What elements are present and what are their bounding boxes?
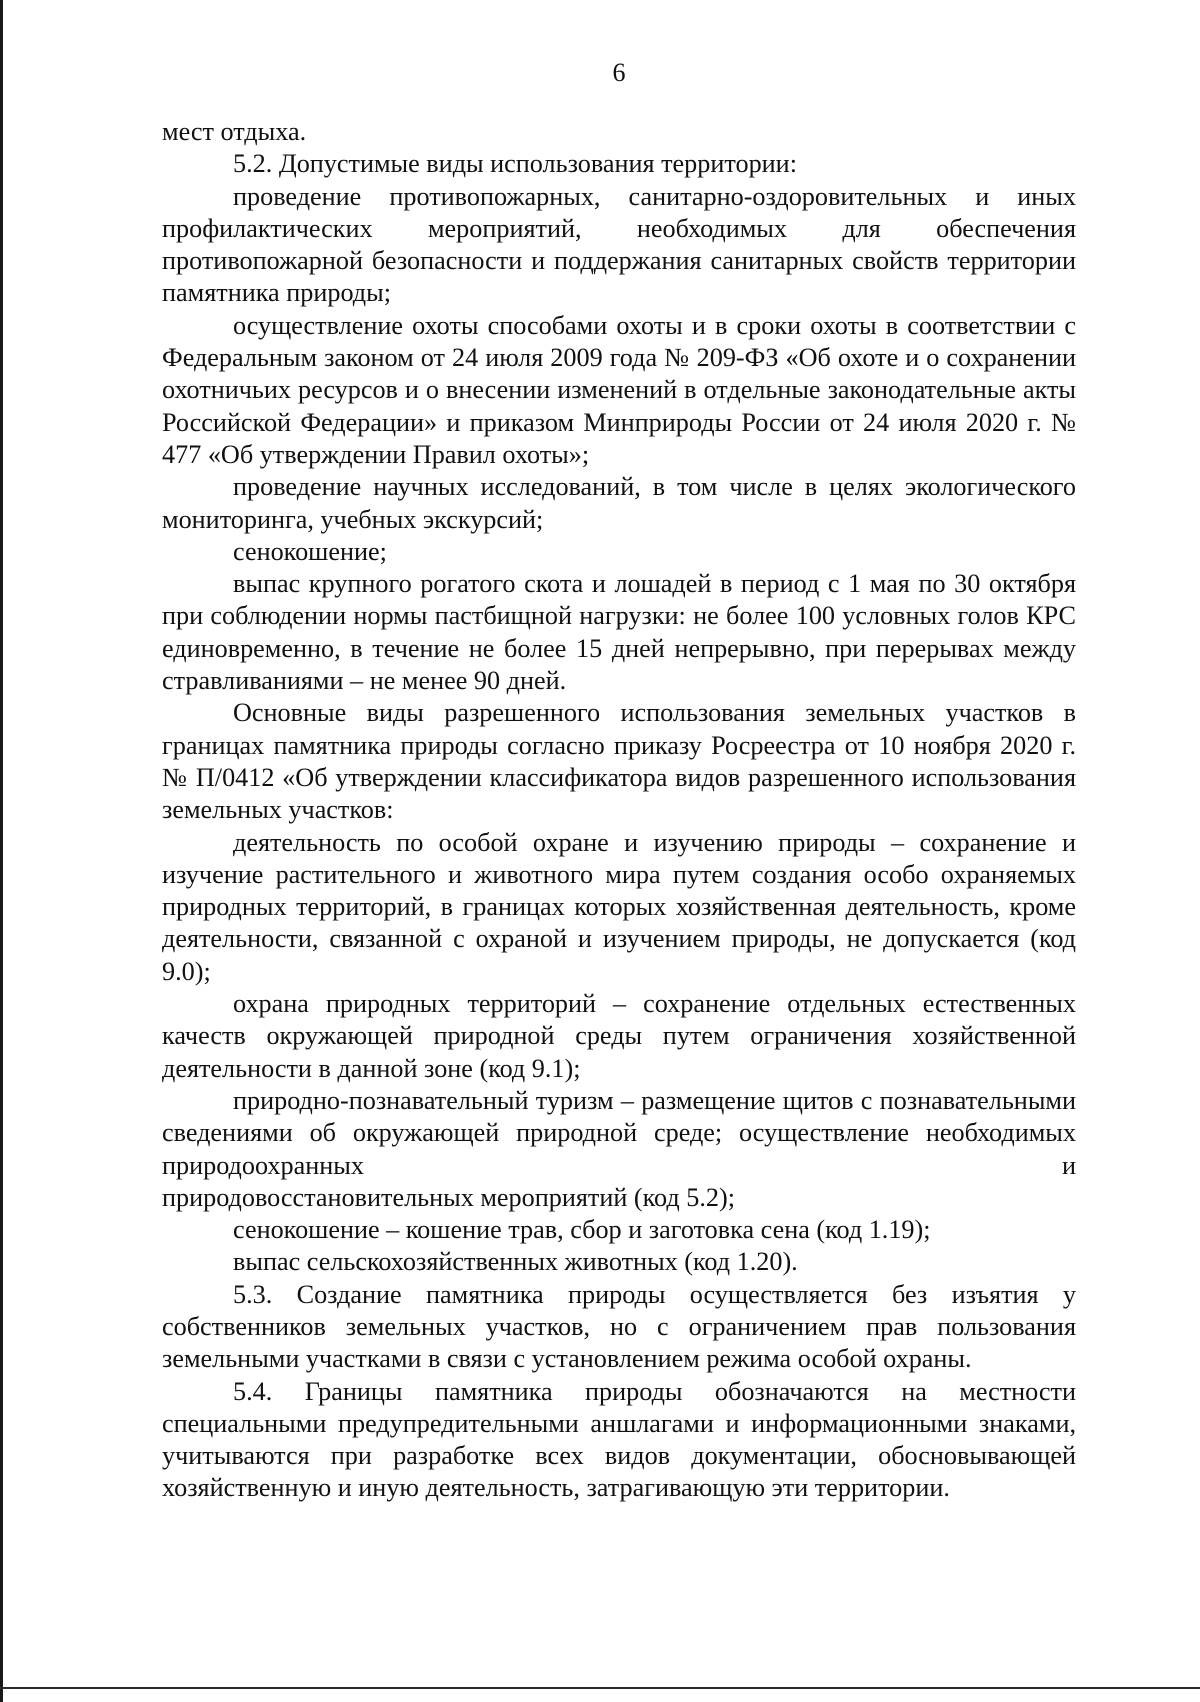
paragraph-10: охрана природных территорий – сохранение отдельных естественных качеств окружающей природной среды путем ограничения хозяйственной деятельности в данной зоне (код 9.1);: [162, 989, 1076, 1083]
paragraph-9: деятельность по особой охране и изучению природы – сохранение и изучение растительного и животного мира путем создания особо охраняемых природных территорий, в границах которых хозяйственная деятельность, кроме деятельности, связанной с охраной и изучением природы, не допускается (код 9.0);: [162, 827, 1076, 986]
paragraph-3: проведение противопожарных, санитарно-оздоровительных и иных профилактических мероприятий, необходимых для обеспечения противопожарной безопасности и поддержания санитарных свойств территории памятника природы;: [162, 181, 1076, 308]
paragraph-11-continued: природовосстановительных мероприятий (код 5.2);: [162, 1182, 735, 1212]
scan-left-edge: [0, 0, 3, 1702]
document-body: [162, 116, 1076, 1505]
paragraph-7: выпас крупного рогатого скота и лошадей в период с 1 мая по 30 октября при соблюдении нормы пастбищной нагрузки: не более 100 условных голов КРС единовременно, в течение не более 15 дней непрерывно, при перерывах между стравливаниями – не менее 90 дней.: [162, 569, 1076, 696]
paragraph-1: мест отдыха.: [162, 117, 307, 146]
scan-bottom-edge: [0, 1687, 1200, 1689]
paragraph-5: проведение научных исследований, в том числе в целях экологического мониторинга, учебных экскурсий;: [162, 472, 1076, 534]
paragraph-13: выпас сельскохозяйственных животных (код 1.20).: [233, 1247, 798, 1277]
paragraph-12: сенокошение – кошение трав, сбор и заготовка сена (код 1.19);: [233, 1215, 931, 1245]
paragraph-8: Основные виды разрешенного использования земельных участков в границах памятника природы согласно приказу Росреестра от 10 ноября 2020 г. № П/0412 «Об утверждении классификатора видов разрешенного использования земельных участков:: [162, 698, 1076, 825]
paragraph-6: сенокошение;: [233, 536, 387, 566]
paragraph-11: природно-познавательный туризм – размещение щитов с познавательными сведениями об окружающей природной среде; осуществление необходимых природоохранных и: [162, 1085, 1076, 1180]
paragraph-2: 5.2. Допустимые виды использования территории:: [233, 149, 797, 179]
paragraph-4: осуществление охоты способами охоты и в сроки охоты в соответствии с Федеральным законом от 24 июля 2009 года № 209-ФЗ «Об охоте и о сохранении охотничьих ресурсов и о внесении изменений в отдельные законодательные акты Российской Федерации» и приказом Минприроды России от 24 июля 2020 г. № 477 «Об утверждении Правил охоты»;: [162, 310, 1076, 469]
paragraph-14: 5.3. Создание памятника природы осуществляется без изъятия у собственников земельных участков, но с ограничением прав пользования земельными участками в связи с установлением режима особой охраны.: [162, 1279, 1076, 1374]
paragraph-15: 5.4. Границы памятника природы обозначаются на местности специальными предупредительными аншлагами и информационными знаками, учитываются при разработке всех видов документации, обосновывающей хозяйственную и иную деятельность, затрагивающую эти территории.: [162, 1376, 1076, 1503]
page-number: 6: [612, 58, 626, 87]
